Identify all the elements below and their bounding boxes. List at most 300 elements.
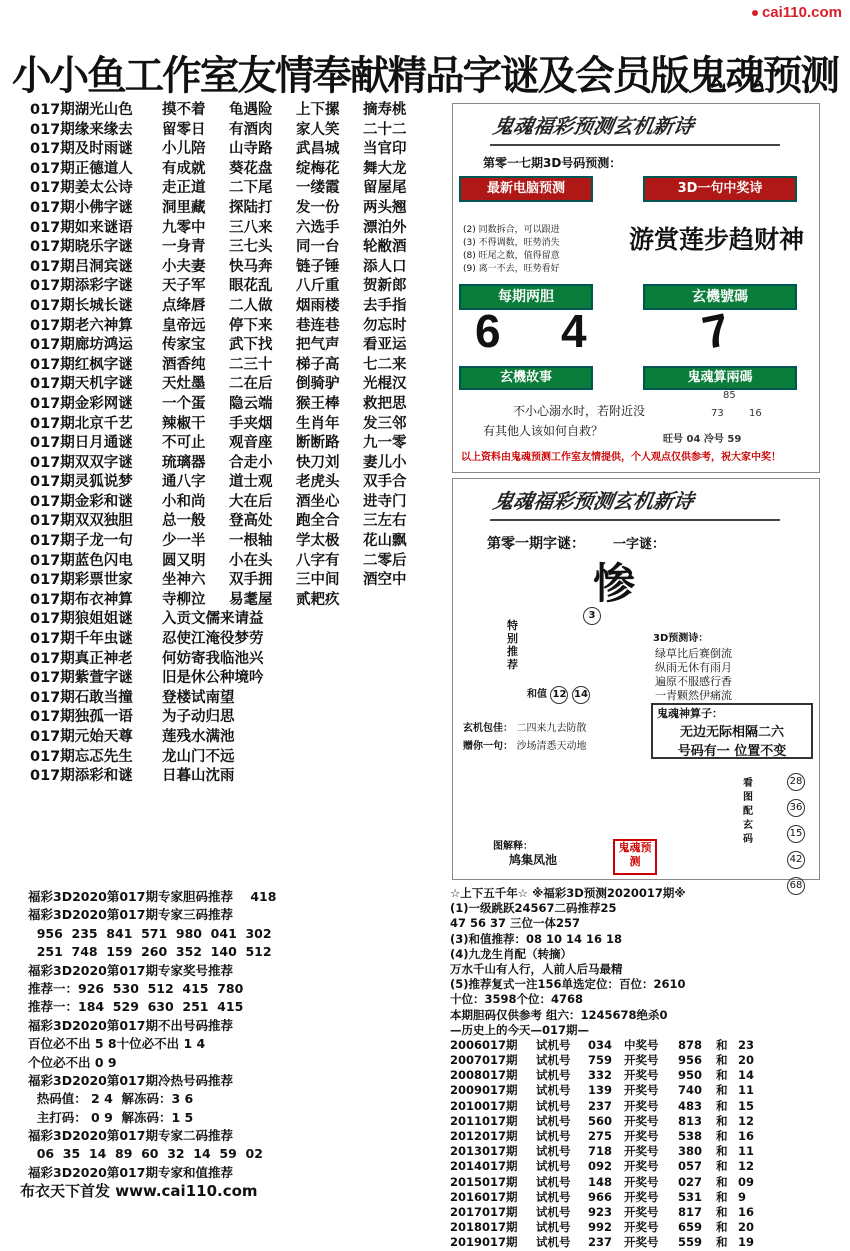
prediction-panel-bottom: [452, 478, 820, 891]
history-cell: 2012017期: [450, 1129, 518, 1143]
riddle-row: [30, 101, 455, 121]
riddle-cell: 酒香纯: [162, 356, 206, 373]
history-cell: 923: [588, 1204, 613, 1219]
riddle-cell: 皇帝远: [162, 317, 206, 334]
history-cell: 659: [678, 1220, 703, 1235]
history-cell: 275: [588, 1129, 613, 1143]
history-cell: 和: [716, 1159, 728, 1174]
riddle-cell: 二三十: [229, 356, 273, 373]
history-cell: 开奖号: [624, 1189, 659, 1204]
code-circles: [787, 769, 807, 899]
riddle-cell: 传家宝: [162, 337, 206, 354]
sum-value-2: 14: [572, 686, 590, 704]
riddle-cell: 妻儿小: [363, 454, 407, 471]
recommend-line: 本期胆码仅供参考 组六：1245678绝杀0: [450, 1007, 668, 1022]
history-row: [450, 1235, 820, 1250]
disclaimer-note: 以上资料由鬼魂预测工作室友情提供，个人观点仅供参考，祝大家中奖！: [461, 452, 781, 463]
history-cell: 2019017期: [450, 1235, 518, 1250]
history-cell: 817: [678, 1204, 703, 1219]
recommend-line: 福彩3D2020第017期冷热号码推荐: [28, 1072, 233, 1088]
calc-line-1: 无边无际相隔二六: [679, 725, 784, 740]
riddle-cell: 017期狼姐姐谜: [30, 611, 133, 628]
history-cell: 2018017期: [450, 1220, 518, 1235]
history-row: [450, 1220, 820, 1235]
history-cell: 开奖号: [624, 1083, 659, 1098]
history-cell: 试机号: [536, 1053, 571, 1068]
riddle-cell: 017期忘忑先生: [30, 748, 133, 765]
riddle-cell: 入贡文儒来请益: [162, 611, 264, 628]
riddle-cell: 花山飘: [363, 533, 407, 550]
prediction-line: (2) 同数拆合，可以跟进: [463, 225, 560, 235]
history-cell: 16: [738, 1204, 755, 1219]
riddle-cell: 巷连巷: [296, 317, 340, 334]
history-cell: 2013017期: [450, 1144, 518, 1159]
riddle-row: [30, 689, 455, 709]
riddle-row: [30, 395, 455, 415]
history-cell: 034: [588, 1037, 613, 1052]
hot-cold-numbers: 旺号 04 冷号 59: [663, 434, 742, 445]
riddle-cell: 三八来: [229, 219, 273, 236]
riddle-row: [30, 179, 455, 199]
riddle-row: [30, 650, 455, 670]
xuan-label: [463, 719, 586, 734]
history-cell: 16: [738, 1129, 755, 1143]
riddle-row: [30, 356, 455, 376]
riddle-cell: 一缕霞: [296, 180, 340, 197]
riddle-cell: 走正道: [162, 180, 206, 197]
riddle-row: [30, 748, 455, 768]
riddle-cell: 易耄屋: [229, 591, 273, 608]
riddle-row: [30, 121, 455, 141]
riddle-cell: 勿忘时: [363, 317, 407, 334]
poem-line: 一青颗然伊痛流: [655, 689, 732, 702]
history-cell: 试机号: [536, 1083, 571, 1098]
riddle-cell: 017期子龙一句: [30, 533, 133, 550]
riddle-cell: 日暮山沈雨: [162, 768, 235, 785]
riddle-cell: 少一半: [162, 533, 206, 550]
riddle-cell: 三中间: [296, 572, 340, 589]
ghost-stamp: 鬼魂预测: [613, 839, 657, 875]
riddle-cell: 把气声: [296, 337, 340, 354]
riddle-cell: 七二来: [363, 356, 407, 373]
history-cell: 740: [678, 1083, 703, 1098]
history-cell: 试机号: [536, 1204, 571, 1219]
riddle-cell: 留屋尾: [363, 180, 407, 197]
riddle-row: [30, 297, 455, 317]
riddle-cell: 017期真正神老: [30, 650, 133, 667]
recommend-line: 推荐一：184 529 630 251 415: [28, 999, 244, 1015]
riddle-cell: 上下摞: [296, 102, 340, 118]
riddle-cell: 017期蓝色闪电: [30, 552, 133, 569]
history-cell: 开奖号: [624, 1053, 659, 1068]
riddle-cell: 龟遇险: [229, 102, 273, 118]
poem-title: 3D预测诗：: [653, 633, 709, 644]
history-cell: 试机号: [536, 1068, 571, 1083]
prediction-line: (3) 不得调数，旺势消失: [463, 238, 560, 248]
riddle-cell: 017期缘来缘去: [30, 121, 133, 138]
riddle-cell: 三左右: [363, 513, 407, 530]
recommend-line: 福彩3D2020第017期不出号码推荐: [28, 1017, 233, 1033]
history-cell: 开奖号: [624, 1235, 659, 1250]
riddle-cell: 当官印: [363, 141, 407, 158]
riddle-cell: 探陆打: [229, 199, 273, 216]
riddle-row: [30, 571, 455, 591]
history-cell: 中奖号: [624, 1037, 659, 1052]
xuan-label-text: 玄机包佳：: [463, 723, 513, 734]
history-cell: 237: [588, 1098, 613, 1113]
riddle-cell: 017期千年虫谜: [30, 631, 133, 648]
riddle-cell: 017期灵狐说梦: [30, 474, 133, 491]
history-cell: 试机号: [536, 1235, 571, 1250]
riddle-cell: 登楼试南望: [162, 689, 235, 706]
prediction-line: (8) 旺尾之数，值得留意: [463, 251, 560, 261]
riddle-cell: 旧是休公种境吟: [162, 670, 264, 687]
history-cell: 027: [678, 1174, 703, 1189]
riddle-cell: 017期姜太公诗: [30, 180, 133, 197]
calc-title: 鬼魂神算子：: [657, 707, 723, 720]
riddle-cell: 017期日月通谜: [30, 435, 133, 452]
riddle-cell: 017期元始天尊: [30, 729, 133, 745]
riddle-cell: 017期天机字谜: [30, 376, 133, 393]
history-cell: 878: [678, 1037, 703, 1052]
riddle-cell: 六选手: [296, 219, 340, 236]
riddle-cell: 手夹烟: [229, 415, 273, 432]
history-cell: 813: [678, 1113, 703, 1128]
recommend-line: 福彩3D2020第017期专家和值推荐: [28, 1164, 233, 1180]
riddle-cell: 光棍汉: [363, 376, 407, 393]
riddle-cell: 小和尚: [162, 493, 206, 510]
riddle-row: [30, 728, 455, 748]
riddle-cell: 017期双双独胆: [30, 513, 133, 530]
riddle-cell: 双手拥: [229, 572, 273, 589]
riddle-cell: 莲残水满池: [162, 729, 235, 745]
riddle-cell: 017期添彩和谜: [30, 768, 133, 785]
history-cell: 和: [716, 1129, 728, 1143]
riddle-cell: 葵花盘: [229, 160, 273, 177]
riddle-cell: 合走小: [229, 454, 273, 471]
riddle-cell: 017期布衣神算: [30, 591, 133, 608]
sum-value-1: 12: [550, 686, 568, 704]
riddle-row: [30, 415, 455, 435]
riddle-cell: 发三邻: [363, 415, 407, 432]
history-cell: 11: [738, 1144, 755, 1159]
history-cell: 12: [738, 1159, 755, 1174]
code-circle: 36: [787, 799, 805, 817]
riddle-cell: 龙山门不远: [162, 748, 235, 765]
history-cell: 开奖号: [624, 1129, 659, 1143]
ghost-num-16: 16: [749, 408, 762, 419]
history-cell: 057: [678, 1159, 703, 1174]
riddle-cell: 贺新郎: [363, 278, 407, 295]
recommend-line: 推荐一：926 530 512 415 780: [28, 980, 244, 996]
history-cell: 试机号: [536, 1113, 571, 1128]
riddle-cell: 看亚运: [363, 337, 407, 354]
riddle-row: [30, 277, 455, 297]
history-cell: 开奖号: [624, 1113, 659, 1128]
prediction-panel-top: [452, 103, 820, 473]
recommend-line: (5)推荐复式一注156单选定位：百位：2610: [450, 977, 686, 992]
riddle-row: [30, 669, 455, 689]
history-row: [450, 1053, 820, 1068]
riddle-cell: 017期红枫字谜: [30, 356, 133, 373]
riddle-cell: 摘寿桃: [363, 102, 407, 118]
riddle-cell: 坐神六: [162, 572, 206, 589]
riddle-cell: 梯子高: [296, 356, 340, 373]
history-cell: 2009017期: [450, 1083, 518, 1098]
recommend-line: 万水千山有人行，人前人后马最精: [450, 961, 623, 976]
riddle-row: [30, 375, 455, 395]
history-cell: 11: [738, 1083, 755, 1098]
special-recommend: 特别推荐: [507, 619, 518, 671]
expert-recommendations: [28, 888, 438, 1182]
riddle-row: [30, 199, 455, 219]
riddle-cell: 017期金彩网谜: [30, 395, 133, 412]
riddle-cell: 何妨寄我临池兴: [162, 650, 264, 667]
riddle-cell: 总一般: [162, 513, 206, 530]
riddle-cell: 家人笑: [296, 121, 340, 138]
riddle-cell: 有成就: [162, 160, 206, 177]
history-cell: 2017017期: [450, 1204, 518, 1219]
panel-heading: 第零一七期3D号码预测：: [483, 156, 622, 170]
history-cell: 和: [716, 1037, 728, 1052]
history-row: [450, 1068, 820, 1083]
history-cell: 2016017期: [450, 1189, 518, 1204]
zeng-label-text: 赠你一句：: [463, 741, 513, 752]
history-cell: 09: [738, 1174, 755, 1189]
history-cell: 试机号: [536, 1037, 571, 1052]
recommend-line: 47 56 37 三位一体257: [450, 916, 581, 931]
history-cell: 718: [588, 1144, 613, 1159]
riddle-cell: 登高处: [229, 513, 273, 530]
riddle-cell: 017期晓乐字谜: [30, 239, 133, 256]
riddle-cell: 断断路: [296, 435, 340, 452]
riddle-cell: 隐云端: [229, 395, 273, 412]
riddle-row: [30, 336, 455, 356]
ghost-calc-box: [651, 703, 813, 759]
riddle-cell: 小儿陪: [162, 141, 206, 158]
riddle-cell: 点绛唇: [162, 297, 206, 314]
history-row: [450, 1190, 820, 1205]
recommend-line: —历史上的今天—017期—: [450, 1022, 590, 1037]
history-row: [450, 1129, 820, 1144]
history-cell: 试机号: [536, 1129, 571, 1143]
history-cell: 148: [588, 1174, 613, 1189]
riddle-cell: 二人做: [229, 297, 273, 314]
riddle-cell: 链子锤: [296, 258, 340, 275]
history-cell: 139: [588, 1083, 613, 1098]
recommend-line: 福彩3D2020第017期专家三码推荐: [28, 907, 233, 923]
winning-poem-box: 3D一句中奖诗: [643, 176, 797, 202]
recommend-line: 福彩3D2020第017期专家奖号推荐: [28, 962, 233, 978]
poem-lines: [655, 647, 805, 703]
history-cell: 试机号: [536, 1174, 571, 1189]
riddle-cell: 017期金彩和谜: [30, 493, 133, 510]
history-cell: 992: [588, 1220, 613, 1235]
riddle-cell: 眼花乱: [229, 278, 273, 295]
gall-box: 每期两胆: [459, 284, 593, 310]
sum-label-text: 和值: [527, 689, 547, 700]
history-cell: 开奖号: [624, 1159, 659, 1174]
riddle-cell: 观音座: [229, 435, 273, 452]
riddle-cell: 小在头: [229, 552, 273, 569]
recommend-line: 主打码： 0 9 解冻码：1 5: [28, 1109, 194, 1125]
computer-prediction-box: 最新电脑预测: [459, 176, 593, 202]
riddle-row: [30, 493, 455, 513]
riddle-cell: 大在后: [229, 493, 273, 510]
riddle-row: [30, 454, 455, 474]
history-cell: 380: [678, 1144, 703, 1159]
riddle-cell: 山寺路: [229, 141, 273, 158]
riddle-cell: 二零后: [363, 552, 407, 569]
history-row: [450, 1205, 820, 1220]
riddle-cell: 通八字: [162, 474, 206, 491]
riddle-row: [30, 532, 455, 552]
recommend-line: 福彩3D2020第017期专家二码推荐: [28, 1128, 233, 1144]
riddle-row: [30, 591, 455, 611]
history-cell: 2010017期: [450, 1098, 518, 1113]
riddle-cell: 二在后: [229, 376, 273, 393]
three-circle: 3: [583, 607, 601, 625]
history-cell: 试机号: [536, 1220, 571, 1235]
riddle-cell: 舞大龙: [363, 160, 407, 177]
riddle-cell: 快马奔: [229, 258, 273, 275]
recommend-line: (4)九龙生肖配（转摘）: [450, 946, 573, 961]
riddle-cell: 017期老六神算: [30, 317, 133, 334]
riddle-cell: 为子动归思: [162, 709, 235, 726]
riddle-row: [30, 434, 455, 454]
riddle-cell: 017期吕洞宾谜: [30, 258, 133, 275]
history-cell: 759: [588, 1053, 613, 1068]
history-cell: 试机号: [536, 1159, 571, 1174]
recommend-line: 个位必不出 0 9: [28, 1054, 117, 1070]
riddle-cell: 一根轴: [229, 533, 273, 550]
history-cell: 966: [588, 1189, 613, 1204]
riddle-cell: 同一台: [296, 239, 340, 256]
xuan-text: 二四来九去防散: [516, 723, 587, 734]
story-line-1: 不小心溺水时，若附近没: [513, 404, 646, 418]
recommend-line: 十位：3598个位：4768: [450, 992, 584, 1007]
history-cell: 试机号: [536, 1098, 571, 1113]
riddle-cell: 贰耙疚: [296, 591, 340, 608]
history-section: [450, 886, 820, 1251]
riddle-cell: 武下找: [229, 337, 273, 354]
history-row: [450, 1144, 820, 1159]
calc-line-2: 号码有一 位置不变: [677, 744, 787, 759]
riddle-cell: 017期独孤一语: [30, 709, 133, 726]
riddle-cell: 跑全合: [296, 513, 340, 530]
figure-three: [583, 607, 601, 625]
history-cell: 和: [716, 1053, 728, 1068]
history-row: [450, 1038, 820, 1053]
history-cell: 23: [738, 1037, 755, 1052]
riddle-cell: 017期小佛字谜: [30, 199, 133, 216]
riddle-cell: 017期添彩字谜: [30, 278, 133, 295]
history-cell: 2007017期: [450, 1053, 518, 1068]
history-cell: 2006017期: [450, 1037, 518, 1052]
panel-banner: 鬼魂福彩预测玄机新诗: [490, 485, 786, 521]
zeng-label: [463, 737, 586, 752]
panel-banner: 鬼魂福彩预测玄机新诗: [490, 110, 786, 146]
riddle-cell: 发一份: [296, 199, 340, 216]
history-cell: 试机号: [536, 1144, 571, 1159]
riddle-cell: 生肖年: [296, 415, 340, 432]
sum-label: [527, 685, 590, 704]
history-cell: 开奖号: [624, 1098, 659, 1113]
dan-number-1: 6: [475, 305, 501, 357]
riddle-cell: 九零中: [162, 219, 206, 236]
riddle-cell: 绽梅花: [296, 160, 340, 177]
riddle-cell: 九一零: [363, 435, 407, 452]
riddle-cell: 八字有: [296, 552, 340, 569]
riddle-row: [30, 630, 455, 650]
riddle-cell: 017期湖光山色: [30, 102, 133, 118]
riddle-cell: 017期廊坊鸿运: [30, 337, 133, 354]
history-cell: 和: [716, 1189, 728, 1204]
history-cell: 2011017期: [450, 1113, 518, 1128]
history-cell: 和: [716, 1235, 728, 1250]
site-name: cai110.com: [761, 4, 842, 21]
riddle-list: [30, 101, 455, 787]
recommend-line: ☆上下五千年☆ ※福彩3D预测2020017期※: [450, 886, 686, 900]
recommend-line: (1)一级跳跃24567二码推荐25: [450, 901, 617, 916]
history-cell: 559: [678, 1235, 703, 1250]
riddle-cell: 双手合: [363, 474, 407, 491]
history-cell: 15: [738, 1098, 755, 1113]
recommend-line: (3)和值推荐：08 10 14 16 18: [450, 931, 623, 946]
caption-label: 图解释：: [493, 841, 533, 852]
riddle-row: [30, 258, 455, 278]
recommend-line: 956 235 841 571 980 041 302: [28, 925, 272, 941]
history-cell: 和: [716, 1068, 728, 1083]
poem-line: 纵雨无休有雨月: [655, 661, 732, 674]
history-cell: 237: [588, 1235, 613, 1250]
caption-text: 鸠集凤池: [509, 853, 558, 867]
riddle-cell: 天子军: [162, 278, 206, 295]
riddle-cell: 017期长城长谜: [30, 297, 133, 314]
code-box: 玄機號碼: [643, 284, 797, 310]
riddle-row: [30, 160, 455, 180]
riddle-cell: 017期彩票世家: [30, 572, 133, 589]
riddle-heading: 第零一期字谜：: [487, 536, 585, 552]
ghost-num-85: 85: [723, 390, 736, 401]
story-box: 玄機故事: [459, 366, 593, 390]
dan-number-2: 4: [561, 305, 587, 357]
history-cell: 12: [738, 1113, 755, 1128]
riddle-cell: 小夫妻: [162, 258, 206, 275]
riddle-cell: 017期双双字谜: [30, 454, 133, 471]
site-logo[interactable]: [752, 4, 842, 21]
history-cell: 9: [738, 1189, 747, 1204]
picture-code-label: 看图配玄码: [743, 778, 753, 845]
riddle-cell: 二下尾: [229, 180, 273, 197]
riddle-cell: 轮敝酒: [363, 239, 407, 256]
history-cell: 956: [678, 1053, 703, 1068]
riddle-cell: 添人口: [363, 258, 407, 275]
riddle-cell: 琉璃器: [162, 454, 206, 471]
recommend-line: 06 35 14 89 60 32 14 59 02: [28, 1146, 263, 1162]
riddle-row: [30, 140, 455, 160]
riddle-row: [30, 708, 455, 728]
code-circle: 42: [787, 851, 805, 869]
recommend-line: 百位必不出 5 8十位必不出 1 4: [28, 1036, 206, 1052]
riddle-cell: 漂泊外: [363, 219, 407, 236]
riddle-row: [30, 219, 455, 239]
history-row: [450, 1175, 820, 1190]
riddle-cell: 寺柳泣: [162, 591, 206, 608]
history-cell: 开奖号: [624, 1204, 659, 1219]
riddle-row: [30, 767, 455, 787]
riddle-cell: 圆又明: [162, 552, 206, 569]
